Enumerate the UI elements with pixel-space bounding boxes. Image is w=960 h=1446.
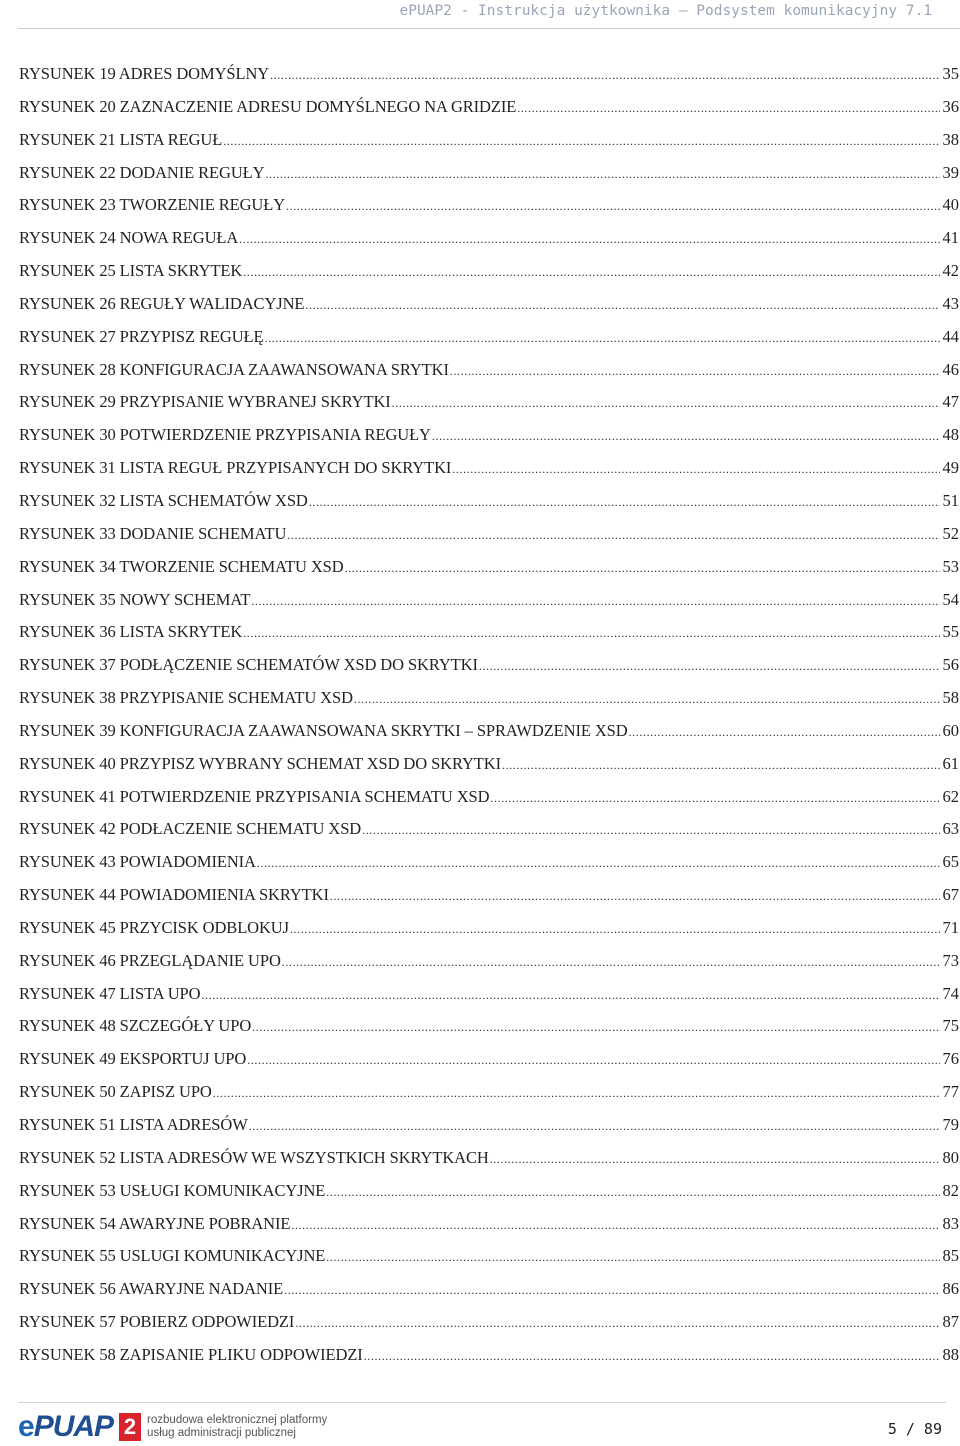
toc-dot-leader: [270, 59, 939, 91]
toc-entry[interactable]: [19, 91, 959, 124]
toc-entry-page: 41: [942, 228, 959, 248]
toc-entry-page: 54: [942, 589, 959, 609]
toc-entry[interactable]: [19, 551, 959, 584]
toc-entry[interactable]: [19, 452, 959, 485]
footer-divider: [18, 1402, 946, 1403]
toc-dot-leader: [629, 716, 940, 748]
toc-entry[interactable]: [19, 649, 959, 682]
toc-entry-title: RYSUNEK 51 LISTA ADRESÓW: [19, 1115, 248, 1134]
logo-tagline: [147, 1414, 327, 1440]
toc-entry-title: RYSUNEK 21 LISTA REGUŁ: [19, 129, 223, 149]
toc-dot-leader: [330, 880, 940, 912]
toc-entry[interactable]: [19, 1010, 959, 1043]
toc-entry[interactable]: [19, 1043, 959, 1076]
toc-entry-title: RYSUNEK 45 PRZYCISK ODBLOKUJ: [19, 917, 289, 937]
toc-entry[interactable]: [19, 1240, 959, 1273]
toc-entry[interactable]: [19, 879, 959, 912]
toc-dot-leader: [362, 814, 939, 846]
toc-dot-leader: [257, 847, 940, 879]
toc-dot-leader: [309, 486, 940, 518]
toc-entry-page: 40: [942, 195, 959, 215]
toc-entry-page: 43: [942, 293, 959, 313]
toc-entry-title: RYSUNEK 35 NOWY SCHEMAT: [19, 589, 251, 609]
toc-entry-page: 47: [942, 392, 959, 412]
toc-entry-title: RYSUNEK 41 POTWIERDZENIE PRZYPISANIA SCHEMATU XSD: [19, 786, 490, 806]
toc-dot-leader: [354, 683, 940, 715]
toc-entry-page: 88: [942, 1344, 959, 1364]
toc-entry-title: RYSUNEK 28 KONFIGURACJA ZAAWANSOWANA SRYTKI: [19, 359, 449, 379]
toc-entry[interactable]: [19, 157, 959, 190]
epuap2-logo: [18, 1411, 327, 1443]
toc-entry-title: RYSUNEK 29 PRZYPISANIE WYBRANEJ SKRYTKI: [19, 392, 391, 412]
toc-entry[interactable]: [19, 124, 959, 157]
toc-entry-page: 36: [942, 96, 959, 116]
toc-entry-page: 83: [942, 1213, 959, 1233]
toc-entry-title: RYSUNEK 20 ZAZNACZENIE ADRESU DOMYŚLNEGO NA GRIDZIE: [19, 96, 517, 116]
toc-entry[interactable]: [19, 1306, 959, 1339]
toc-entry-title: RYSUNEK 39 KONFIGURACJA ZAAWANSOWANA SKRYTKI – SPRAWDZENIE XSD: [19, 720, 628, 740]
toc-entry-page: 55: [942, 622, 959, 642]
toc-dot-leader: [326, 1176, 939, 1208]
toc-entry-title: RYSUNEK 38 PRZYPISANIE SCHEMATU XSD: [19, 688, 353, 708]
toc-dot-leader: [284, 1274, 939, 1306]
toc-entry-page: 44: [942, 326, 959, 346]
toc-entry[interactable]: [19, 748, 959, 781]
toc-dot-leader: [452, 453, 939, 485]
toc-entry-page: 62: [942, 786, 959, 806]
toc-dot-leader: [345, 552, 940, 584]
toc-entry-page: 82: [942, 1180, 959, 1200]
toc-entry-page: 65: [942, 852, 959, 872]
toc-entry[interactable]: [19, 1076, 959, 1109]
toc-entry-page: 87: [942, 1312, 959, 1332]
toc-entry[interactable]: [19, 1339, 959, 1372]
toc-entry-title: RYSUNEK 26 REGUŁY WALIDACYJNE: [19, 293, 305, 313]
toc-entry-title: RYSUNEK 47 LISTA UPO: [19, 983, 201, 1003]
toc-dot-leader: [251, 585, 939, 617]
toc-entry-title: RYSUNEK 36 LISTA SKRYTEK: [19, 622, 243, 642]
toc-entry-title: RYSUNEK 22 DODANIE REGUŁY: [19, 162, 265, 182]
toc-dot-leader: [247, 1044, 939, 1076]
toc-entry-page: 58: [942, 688, 959, 708]
toc-dot-leader: [201, 979, 939, 1011]
toc-dot-leader: [265, 158, 939, 190]
toc-dot-leader: [392, 387, 940, 419]
toc-entry[interactable]: [19, 1175, 959, 1208]
toc-entry[interactable]: [19, 813, 959, 846]
toc-entry[interactable]: [19, 912, 959, 945]
toc-entry-page: 74: [942, 983, 959, 1003]
toc-entry-page: 73: [942, 950, 959, 970]
toc-entry-title: RYSUNEK 53 USŁUGI KOMUNIKACYJNE: [19, 1180, 326, 1200]
toc-entry-page: 86: [942, 1279, 959, 1299]
toc-entry[interactable]: [19, 781, 959, 814]
toc-entry-title: RYSUNEK 23 TWORZENIE REGUŁY: [19, 195, 286, 215]
toc-entry[interactable]: [19, 945, 959, 978]
toc-entry[interactable]: [19, 616, 959, 649]
toc-entry-page: 39: [942, 162, 959, 182]
toc-entry-title: RYSUNEK 57 POBIERZ ODPOWIEDZI: [19, 1312, 295, 1332]
toc-entry-page: 46: [942, 359, 959, 379]
running-header: ePUAP2 - Instrukcja użytkownika – Podsystem komunikacyjny 7.1: [399, 3, 932, 19]
toc-dot-leader: [239, 223, 939, 255]
toc-entry-title: RYSUNEK 52 LISTA ADRESÓW WE WSZYSTKICH SKRYTKACH: [19, 1147, 489, 1167]
header-divider: [18, 28, 960, 29]
toc-entry-page: 75: [942, 1016, 959, 1036]
toc-entry[interactable]: [19, 255, 959, 288]
toc-entry-title: RYSUNEK 24 NOWA REGUŁA: [19, 228, 239, 248]
toc-entry-title: RYSUNEK 34 TWORZENIE SCHEMATU XSD: [19, 556, 344, 576]
toc-entry-page: 49: [942, 458, 959, 478]
toc-entry[interactable]: [19, 58, 959, 91]
logo-tagline-line-1: rozbudowa elektronicznej platformy: [147, 1414, 328, 1426]
toc-entry[interactable]: [19, 354, 959, 387]
toc-entry-page: 63: [942, 819, 959, 839]
toc-dot-leader: [432, 420, 940, 452]
toc-entry-page: 53: [942, 556, 959, 576]
toc-entry[interactable]: [19, 1208, 959, 1241]
toc-entry-title: RYSUNEK 31 LISTA REGUŁ PRZYPISANYCH DO SKRYTKI: [19, 458, 452, 478]
toc-dot-leader: [326, 1241, 939, 1273]
logo-puap: PUAP: [33, 1410, 114, 1443]
toc-entry-title: RYSUNEK 54 AWARYJNE POBRANIE: [19, 1213, 291, 1233]
toc-entry[interactable]: [19, 386, 959, 419]
toc-entry[interactable]: [19, 321, 959, 354]
toc-dot-leader: [490, 1143, 940, 1175]
toc-dot-leader: [243, 617, 939, 649]
toc-entry-page: 77: [942, 1082, 959, 1102]
toc-entry[interactable]: [19, 485, 959, 518]
toc-entry-title: RYSUNEK 58 ZAPISANIE PLIKU ODPOWIEDZI: [19, 1344, 363, 1364]
toc-entry[interactable]: [19, 682, 959, 715]
toc-dot-leader: [282, 946, 940, 978]
page-number: 5 / 89: [887, 1420, 942, 1438]
toc-entry-page: 71: [942, 917, 959, 937]
toc-dot-leader: [287, 519, 939, 551]
toc-dot-leader: [286, 190, 939, 222]
toc-entry-page: 80: [942, 1147, 959, 1167]
toc-entry-page: 38: [942, 129, 959, 149]
table-of-figures: [19, 58, 959, 1372]
toc-entry[interactable]: [19, 518, 959, 551]
toc-dot-leader: [364, 1340, 940, 1372]
toc-entry-title: RYSUNEK 27 PRZYPISZ REGUŁĘ: [19, 326, 264, 346]
toc-entry-title: RYSUNEK 46 PRZEGLĄDANIE UPO: [19, 950, 281, 970]
toc-entry[interactable]: [19, 288, 959, 321]
toc-dot-leader: [249, 1110, 940, 1142]
toc-entry-title: RYSUNEK 32 LISTA SCHEMATÓW XSD: [19, 490, 308, 510]
toc-entry[interactable]: [19, 1273, 959, 1306]
toc-entry-title: RYSUNEK 33 DODANIE SCHEMATU: [19, 523, 287, 543]
toc-entry-title: RYSUNEK 19 ADRES DOMYŚLNY: [19, 64, 270, 83]
toc-entry-page: 85: [942, 1246, 959, 1266]
toc-entry-title: RYSUNEK 55 USLUGI KOMUNIKACYJNE: [19, 1246, 326, 1266]
toc-dot-leader: [264, 322, 939, 354]
toc-entry-title: RYSUNEK 30 POTWIERDZENIE PRZYPISANIA REGUŁY: [19, 425, 431, 445]
toc-entry-page: 48: [942, 425, 959, 445]
toc-dot-leader: [305, 289, 939, 321]
toc-dot-leader: [479, 650, 940, 682]
toc-entry[interactable]: [19, 222, 959, 255]
toc-entry-page: 35: [942, 64, 959, 83]
toc-entry[interactable]: [19, 189, 959, 222]
toc-dot-leader: [243, 256, 939, 288]
toc-entry-title: RYSUNEK 50 ZAPISZ UPO: [19, 1082, 212, 1102]
toc-dot-leader: [290, 913, 940, 945]
toc-entry-page: 42: [942, 261, 959, 281]
toc-entry-title: RYSUNEK 42 PODŁACZENIE SCHEMATU XSD: [19, 819, 362, 839]
toc-entry[interactable]: [19, 715, 959, 748]
toc-entry-page: 79: [942, 1115, 959, 1134]
toc-entry-title: RYSUNEK 43 POWIADOMIENIA: [19, 852, 256, 872]
toc-entry-page: 60: [942, 720, 959, 740]
toc-dot-leader: [213, 1077, 940, 1109]
toc-dot-leader: [450, 355, 940, 387]
toc-entry-title: RYSUNEK 25 LISTA SKRYTEK: [19, 261, 243, 281]
toc-dot-leader: [502, 749, 940, 781]
toc-dot-leader: [252, 1011, 939, 1043]
toc-entry-page: 51: [942, 490, 959, 510]
toc-dot-leader: [295, 1307, 939, 1339]
toc-entry[interactable]: [19, 978, 959, 1011]
logo-e: e: [18, 1410, 34, 1443]
logo-number-badge: 2: [119, 1413, 141, 1441]
toc-entry-title: RYSUNEK 56 AWARYJNE NADANIE: [19, 1279, 284, 1299]
toc-entry-page: 67: [942, 885, 959, 905]
toc-dot-leader: [517, 92, 939, 124]
toc-dot-leader: [490, 782, 939, 814]
toc-entry-title: RYSUNEK 37 PODŁĄCZENIE SCHEMATÓW XSD DO SKRYTKI: [19, 655, 478, 675]
toc-entry-page: 76: [942, 1049, 959, 1069]
toc-entry-page: 56: [942, 655, 959, 675]
logo-tagline-line-2: usług administracji publicznej: [147, 1427, 296, 1439]
toc-entry[interactable]: [19, 1109, 959, 1142]
toc-entry[interactable]: [19, 419, 959, 452]
toc-entry-title: RYSUNEK 44 POWIADOMIENIA SKRYTKI: [19, 885, 329, 905]
toc-entry[interactable]: [19, 584, 959, 617]
toc-entry-page: 61: [942, 753, 959, 773]
toc-entry-title: RYSUNEK 40 PRZYPISZ WYBRANY SCHEMAT XSD DO SKRYTKI: [19, 753, 501, 773]
toc-dot-leader: [223, 125, 939, 157]
toc-entry-page: 52: [942, 523, 959, 543]
toc-entry-title: RYSUNEK 48 SZCZEGÓŁY UPO: [19, 1016, 252, 1036]
toc-dot-leader: [291, 1209, 939, 1241]
toc-entry[interactable]: [19, 846, 959, 879]
toc-entry[interactable]: [19, 1142, 959, 1175]
toc-entry-title: RYSUNEK 49 EKSPORTUJ UPO: [19, 1049, 247, 1069]
